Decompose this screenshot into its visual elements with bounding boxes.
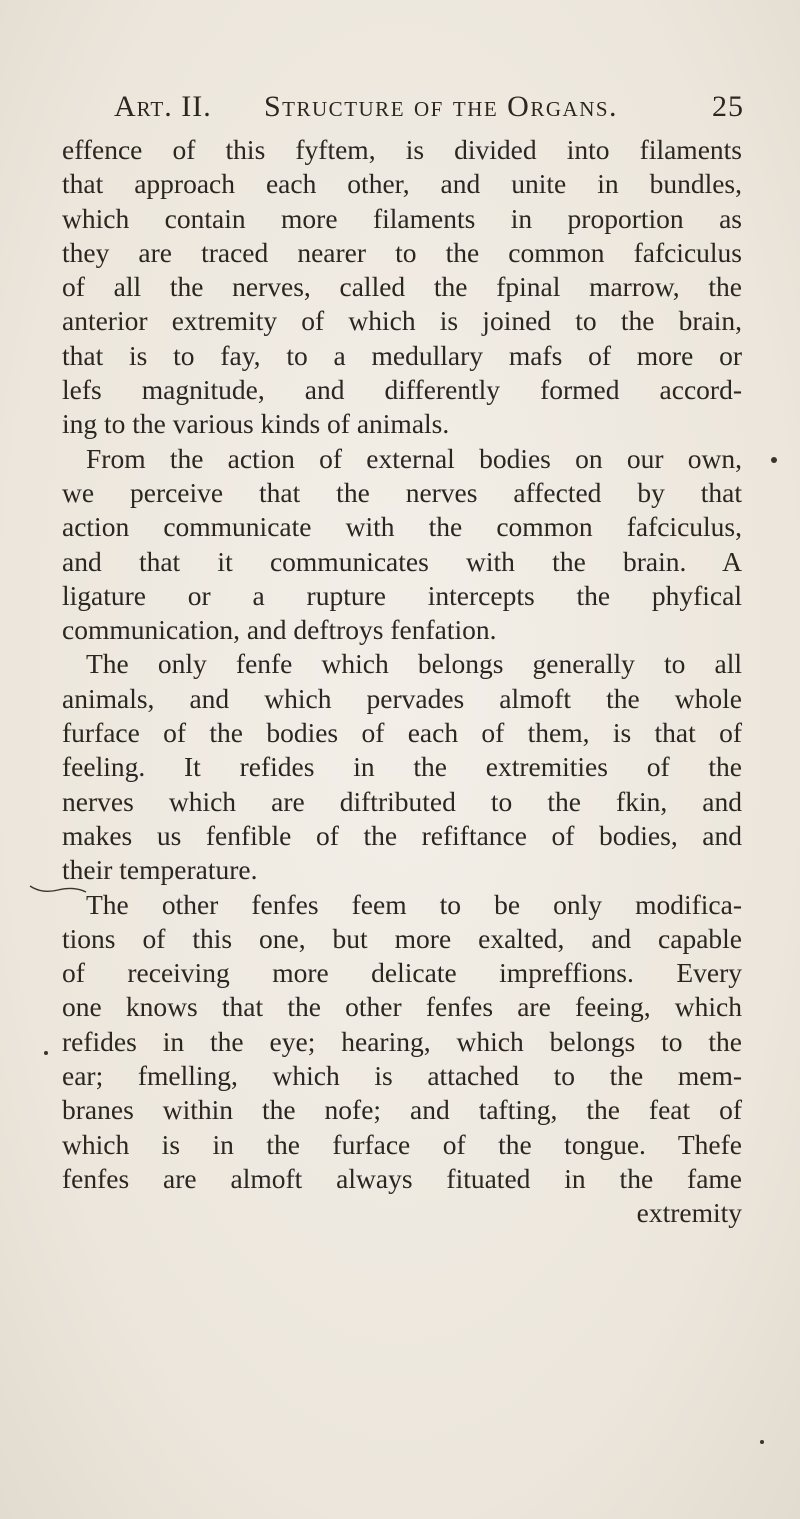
text-line: effence of this fyftem, is divided into filaments: [62, 134, 742, 165]
text-line: furface of the bodies of each of them, is that of: [62, 717, 742, 749]
text-line: refides in the eye; hearing, which belongs to the: [62, 1025, 742, 1057]
paragraph-start: From the action of external bodies on our own,: [86, 442, 742, 474]
text-line: lefs magnitude, and differently formed accord-: [62, 374, 742, 406]
text-line: ing to the various kinds of animals.: [62, 408, 450, 440]
text-line: that approach each other, and unite in bundles,: [62, 168, 742, 200]
ink-speck: [760, 1440, 764, 1444]
catchword: extremity: [636, 1197, 742, 1229]
text-line: of all the nerves, called the fpinal marrow, the: [62, 271, 742, 303]
text-line: one knows that the other fenfes are feeing, which: [62, 991, 742, 1023]
text-line: nerves which are diftributed to the fkin, and: [62, 785, 742, 817]
paragraph-start: The only fenfe which belongs generally to all: [86, 648, 742, 680]
text-line: their temperature.: [62, 854, 258, 886]
text-line: ligature or a rupture intercepts the phyfical: [62, 579, 742, 611]
text-line: animals, and which pervades almoft the whole: [62, 682, 742, 714]
article-label: Art. II.: [114, 90, 212, 123]
text-line: ear; fmelling, which is attached to the mem-: [62, 1060, 742, 1092]
text-line: that is to fay, to a medullary mafs of more or: [62, 339, 742, 371]
ink-speck: [44, 1051, 48, 1055]
text-line: of receiving more delicate impreffions. Every: [62, 957, 742, 989]
text-line: which contain more filaments in proportion as: [62, 202, 742, 234]
text-line: and that it communicates with the brain. A: [62, 545, 742, 577]
paragraph-start: The other fenfes feem to be only modifica-: [86, 888, 742, 920]
text-line: makes us fenfible of the refiftance of bodies, and: [62, 819, 742, 851]
body-text: [62, 133, 742, 1231]
page-number: 25: [712, 90, 744, 123]
text-line: they are traced nearer to the common fafciculus: [62, 236, 742, 268]
text-line: branes within the nofe; and tafting, the feat of: [62, 1094, 742, 1126]
text-line: which is in the furface of the tongue. Thefe: [62, 1128, 742, 1160]
margin-squiggle: [28, 880, 88, 900]
text-line: anterior extremity of which is joined to the brain,: [62, 305, 742, 337]
text-line: feeling. It refides in the extremities of the: [62, 751, 742, 783]
chapter-title: Structure of the Organs.: [264, 90, 619, 123]
text-line: fenfes are almoft always fituated in the fame: [62, 1162, 742, 1194]
text-line: we perceive that the nerves affected by that: [62, 476, 742, 508]
text-line: communication, and deftroys fenfation.: [62, 614, 497, 646]
text-line: action communicate with the common fafciculus,: [62, 511, 742, 543]
text-line: tions of this one, but more exalted, and capable: [62, 922, 742, 954]
ink-speck: [771, 457, 777, 463]
